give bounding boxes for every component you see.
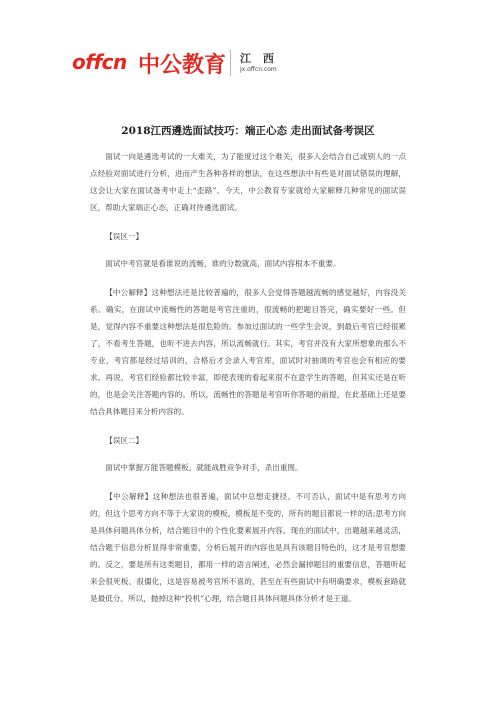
spacer: [90, 272, 406, 284]
spacer: [90, 245, 406, 255]
spacer: [90, 449, 406, 459]
mistake-1-heading: 【误区一】: [105, 232, 144, 241]
region-label: 江 西: [240, 52, 278, 65]
offcn-logo: offcn: [72, 50, 127, 74]
mistake-2-text: 面试中掌握万能答题模板，就能战胜竞争对手，杀出重围。: [105, 463, 303, 472]
page-title: 2018江西遴选面试技巧：端正心态 走出面试备考误区: [121, 125, 375, 137]
brand-name-logo: 中公教育: [138, 53, 227, 78]
spacer: [90, 216, 406, 228]
mistake-2-heading: 【误区二】: [105, 436, 144, 445]
mistake-1-analysis: 【中公解释】这种想法还是比较普遍的，很多人会觉得答题越流畅的感觉越好，内容没关系。确实，在面试中流畅性的答题是考官注重的，很流畅的把题目答完，确实要好一些。但是，觉得内容不重要这种想法是很危险的。参加过面试的一些学生会说，到最后考官已经很累了，不看考生答题，也听不进去内容，所以流畅就行。其实，考官并没有大家所想象的那么不专业，考官都是经过培训的，合格后才会录入考官库，面试时对抽调的考官也会有相应的要求。再说，考官们经验都比较丰富，即使表现的看起来很不在意学生的答题，但其实还是在听的，也是会关注答题内容的。所以，流畅性的答题是考官听你答题的前提，在此基础上还是要结合具体题目来分析内容的。: [90, 288, 406, 416]
header-divider: [230, 50, 231, 76]
site-domain: jx.offcn.com: [240, 66, 277, 73]
spacer: [90, 420, 406, 432]
mistake-2-analysis: 【中公解释】这种想法也很普遍，面试中总想走捷径。不可否认，面试中是有思考方向的，但这个思考方向不等于大家说的模板。模板是不变的，所有的题目都说一样的话;思考方向是具体问题具体分析，结合题目中的个性化要素展开内容。现在的面试中，出题越来越灵活，结合题干信息分析显得非常重要，分析后展开的内容也是具有该题目特色的，这才是考官想要的。反之，要是所有这类题目，都用一样的语言阐述，必然会漏掉题目的重要信息，答题听起来会很死板、很僵化，这是容易被考官所不喜的，甚至在有些面试中有明确要求，模板套路就是最低分。所以，抛掉这种“投机”心理，结合题目具体问题具体分析才是王道。: [90, 492, 406, 603]
spacer: [90, 476, 406, 488]
article-body: [90, 148, 406, 607]
mistake-1-text: 面试中考官就是看谁说的流畅，谁的分数就高，面试内容根本不重要。: [105, 259, 341, 268]
site-header: [72, 44, 372, 80]
intro-paragraph: 面试一向是遴选考试的一大难关，为了能度过这个难关，很多人会结合自己或别人的一点点经验对面试进行分析，进而产生各种各样的想法，在这些想法中有些是对面试错误的理解，这会让大家在面试备考中走上“歪路”。今天，中公教育专家就给大家解释几种常见的面试误区，帮助大家端正心态，正确对待遴选面试。: [90, 152, 406, 212]
